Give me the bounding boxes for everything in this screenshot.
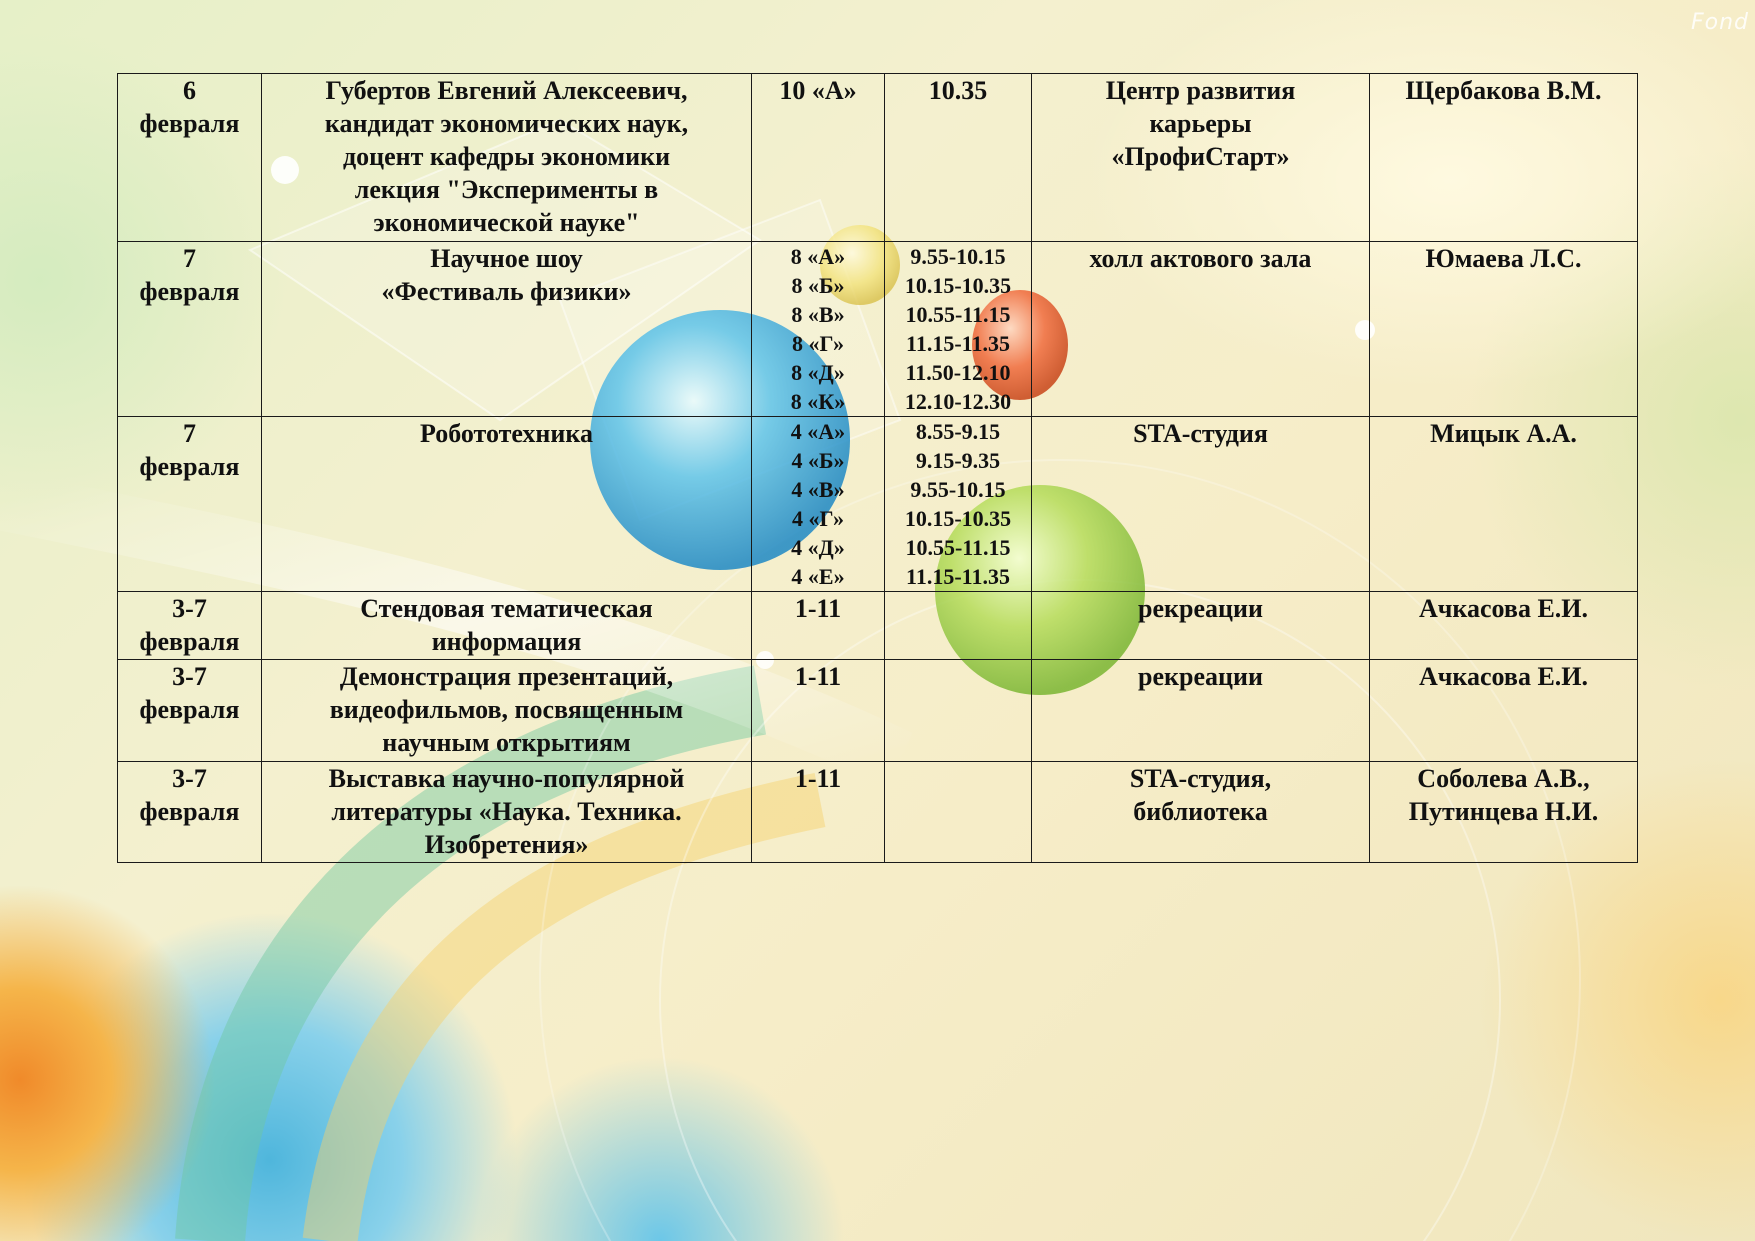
table-row bbox=[118, 242, 1638, 417]
time-cell: 9.55-10.15 10.15-10.35 10.55-11.15 11.15-11.35 11.50-12.10 12.10-12.30 bbox=[885, 242, 1032, 417]
place-cell: рекреации bbox=[1032, 660, 1370, 762]
date-cell: 3-7 февраля bbox=[118, 592, 262, 660]
place-cell: STA-студия bbox=[1032, 417, 1370, 592]
classes-cell: 8 «А» 8 «Б» 8 «В» 8 «Г» 8 «Д» 8 «К» bbox=[752, 242, 885, 417]
responsible-cell: Мицык А.А. bbox=[1370, 417, 1638, 592]
table-row bbox=[118, 762, 1638, 863]
classes-cell: 4 «А» 4 «Б» 4 «В» 4 «Г» 4 «Д» 4 «Е» bbox=[752, 417, 885, 592]
classes-cell: 1-11 bbox=[752, 660, 885, 762]
table-row bbox=[118, 592, 1638, 660]
table-row bbox=[118, 660, 1638, 762]
place-cell: STA-студия, библиотека bbox=[1032, 762, 1370, 863]
responsible-cell: Ачкасова Е.И. bbox=[1370, 592, 1638, 660]
responsible-cell: Юмаева Л.С. bbox=[1370, 242, 1638, 417]
place-cell: Центр развития карьеры «ПрофиСтарт» bbox=[1032, 74, 1370, 242]
event-cell: Стендовая тематическая информация bbox=[262, 592, 752, 660]
events-schedule-table bbox=[117, 73, 1638, 863]
time-cell bbox=[885, 762, 1032, 863]
classes-cell: 1-11 bbox=[752, 592, 885, 660]
time-cell: 10.35 bbox=[885, 74, 1032, 242]
event-cell: Робототехника bbox=[262, 417, 752, 592]
time-cell bbox=[885, 592, 1032, 660]
classes-cell: 10 «А» bbox=[752, 74, 885, 242]
event-cell: Демонстрация презентаций, видеофильмов, посвященным научным открытиям bbox=[262, 660, 752, 762]
date-cell: 3-7 февраля bbox=[118, 660, 262, 762]
date-cell: 3-7 февраля bbox=[118, 762, 262, 863]
watermark-text: Fond bbox=[1690, 10, 1749, 35]
event-cell: Научное шоу «Фестиваль физики» bbox=[262, 242, 752, 417]
place-cell: рекреации bbox=[1032, 592, 1370, 660]
date-cell: 7 февраля bbox=[118, 242, 262, 417]
time-cell: 8.55-9.15 9.15-9.35 9.55-10.15 10.15-10.35 10.55-11.15 11.15-11.35 bbox=[885, 417, 1032, 592]
place-cell: холл актового зала bbox=[1032, 242, 1370, 417]
event-cell: Губертов Евгений Алексеевич, кандидат экономических наук, доцент кафедры экономики лекция "Эксперименты в экономической науке" bbox=[262, 74, 752, 242]
table-row bbox=[118, 417, 1638, 592]
table-row bbox=[118, 74, 1638, 242]
date-cell: 6 февраля bbox=[118, 74, 262, 242]
event-cell: Выставка научно-популярной литературы «Наука. Техника. Изобретения» bbox=[262, 762, 752, 863]
responsible-cell: Ачкасова Е.И. bbox=[1370, 660, 1638, 762]
responsible-cell: Соболева А.В., Путинцева Н.И. bbox=[1370, 762, 1638, 863]
time-cell bbox=[885, 660, 1032, 762]
responsible-cell: Щербакова В.М. bbox=[1370, 74, 1638, 242]
classes-cell: 1-11 bbox=[752, 762, 885, 863]
date-cell: 7 февраля bbox=[118, 417, 262, 592]
